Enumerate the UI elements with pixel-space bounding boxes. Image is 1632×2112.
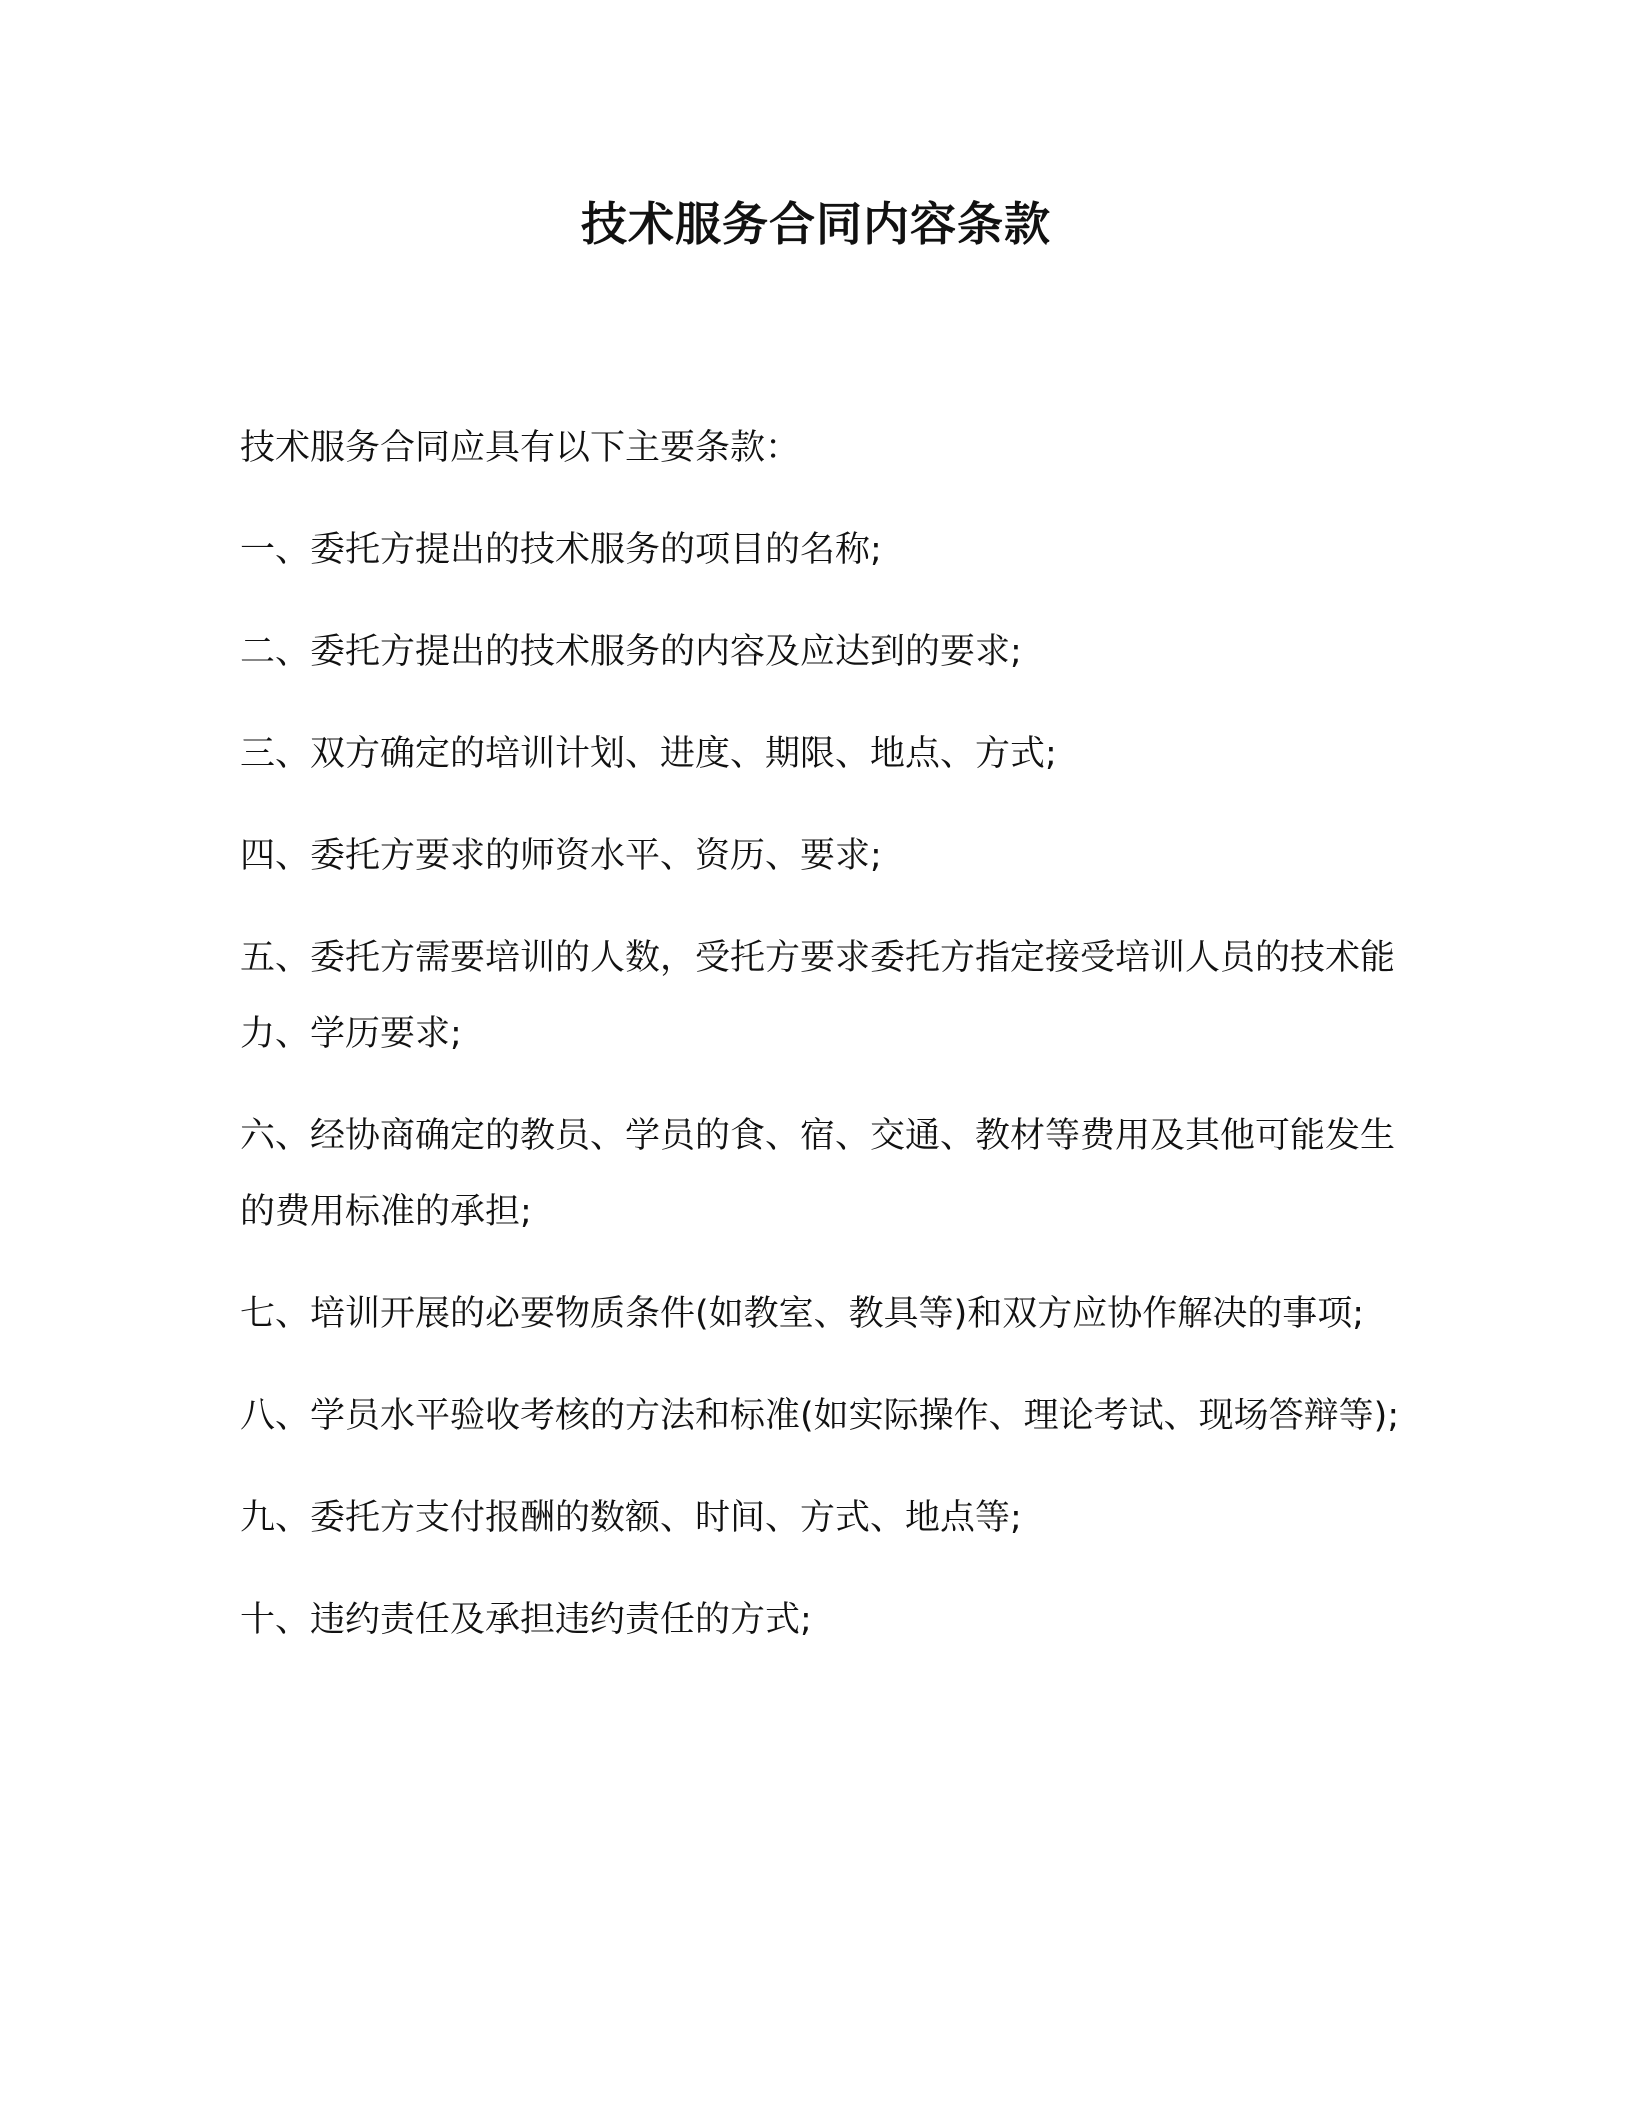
clause-6: 六、经协商确定的教员、学员的食、宿、交通、教材等费用及其他可能发生的费用标准的承担;	[240, 1116, 1396, 1232]
clause-1: 一、委托方提出的技术服务的项目的名称;	[240, 530, 882, 570]
clause-10: 十、违约责任及承担违约责任的方式;	[240, 1600, 812, 1640]
clause-5: 五、委托方需要培训的人数，受托方要求委托方指定接受培训人员的技术能力、学历要求;	[240, 938, 1396, 1054]
clause-2: 二、委托方提出的技术服务的内容及应达到的要求;	[240, 632, 1022, 672]
clause-3: 三、双方确定的培训计划、进度、期限、地点、方式;	[240, 734, 1057, 774]
document-body	[240, 410, 1400, 1684]
document-title: 技术服务合同内容条款	[581, 197, 1051, 251]
clause-8: 八、学员水平验收考核的方法和标准(如实际操作、理论考试、现场答辩等);	[240, 1396, 1400, 1436]
clause-9: 九、委托方支付报酬的数额、时间、方式、地点等;	[240, 1498, 1022, 1538]
clause-7: 七、培训开展的必要物质条件(如教室、教具等)和双方应协作解决的事项;	[240, 1294, 1365, 1334]
intro-paragraph: 技术服务合同应具有以下主要条款：	[240, 428, 801, 468]
clause-4: 四、委托方要求的师资水平、资历、要求;	[240, 836, 882, 876]
